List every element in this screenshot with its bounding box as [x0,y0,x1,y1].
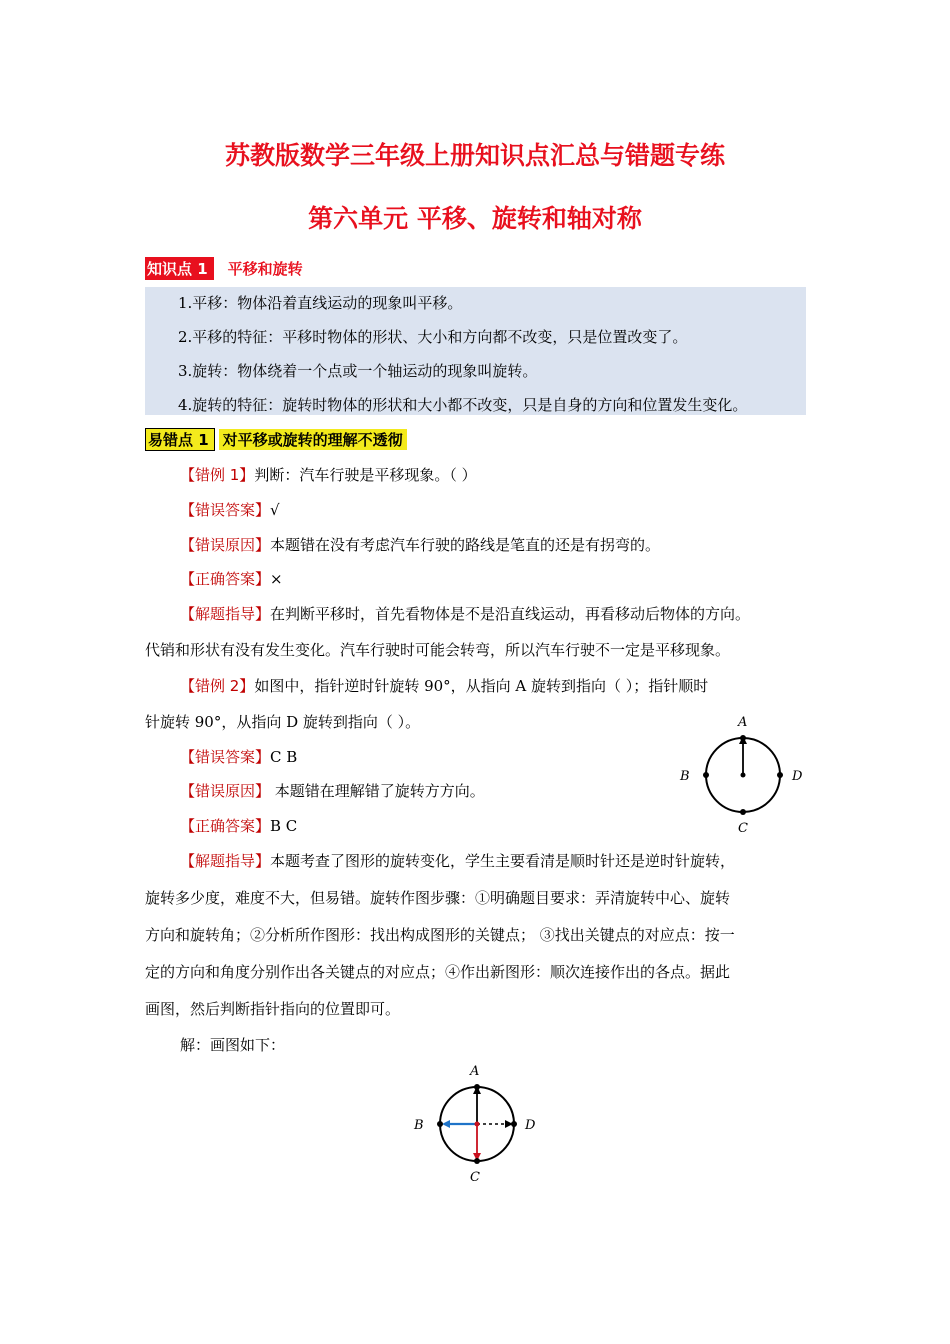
example2-label: 【错例 2】 [180,677,255,695]
example1-guide-line [180,603,750,624]
example2-reason-line [180,780,485,801]
guide-line-3: 方向和旋转角；②分析所作图形：找出构成图形的关键点； ③找出关键点的对应点：按一 [145,926,735,944]
correct-answer: × [270,570,283,588]
solution-line: 解：画图如下： [180,1036,286,1054]
label-b: B [414,1118,424,1133]
point-b-dot [437,1121,443,1127]
label-b: B [680,769,690,784]
point-b-dot [703,772,709,778]
point-a-dot [740,735,746,741]
guide-label: 【解题指导】 [180,852,271,870]
error-point-title: 对平移或旋转的理解不透彻 [219,429,407,450]
label-c: C [738,821,748,836]
label-a: A [470,1064,480,1079]
label-a: A [738,715,748,730]
example2-question: 如图中，指针逆时针旋转 90°，从指向 A 旋转到指向（ ）；指针顺时 [254,677,709,695]
guide-line-2: 旋转多少度，难度不大，但易错。旋转作图步骤：①明确题目要求：弄清旋转中心、旋转 [145,889,731,907]
example1-reason-line [180,534,660,555]
example2-guide-line [180,850,735,871]
unit-title: 第六单元 平移、旋转和轴对称 [308,204,642,233]
reason-text: 本题错在理解错了旋转方方向。 [270,782,485,800]
correct-answer-label: 【正确答案】 [180,570,271,588]
wrong-answer: C B [270,748,298,766]
knowledge-tag: 知识点 1 [145,257,214,280]
point-c-dot [740,809,746,815]
label-d: D [525,1118,536,1133]
center-dot [475,1122,480,1127]
page-title: 苏教版数学三年级上册知识点汇总与错题专练 [224,141,725,170]
error-point-heading [145,428,407,450]
point-c-dot [474,1158,480,1164]
knowledge-box [145,287,806,415]
guide-text: 本题考查了图形的旋转变化，学生主要看清是顺时针还是逆时针旋转， [270,852,736,870]
knowledge-item: 4.旋转的特征：旋转时物体的形状和大小都不改变，只是自身的方向和位置发生变化。 [178,396,748,414]
wrong-answer-label: 【错误答案】 [180,501,271,519]
reason-label: 【错误原因】 [180,536,271,554]
correct-answer-label: 【正确答案】 [180,817,271,835]
knowledge-item: 2.平移的特征：平移时物体的形状、大小和方向都不改变，只是位置改变了。 [178,328,688,346]
guide-line-5: 画图，然后判断指针指向的位置即可。 [145,1000,401,1018]
correct-answer: B C [270,817,298,835]
wrong-answer: √ [270,501,280,519]
knowledge-title: 平移和旋转 [227,259,303,278]
label-c: C [470,1170,480,1185]
wrong-answer-label: 【错误答案】 [180,748,271,766]
example1-guide-line-2: 代销和形状有没有发生变化。汽车行驶时可能会转弯，所以汽车行驶不一定是平移现象。 [145,641,731,659]
example1-label: 【错例 1】 [180,466,255,484]
knowledge-item: 3.旋转：物体绕着一个点或一个轴运动的现象叫旋转。 [178,362,538,380]
knowledge-item: 1.平移：物体沿着直线运动的现象叫平移。 [178,294,463,312]
reason-label: 【错误原因】 [180,782,271,800]
example1-correct-line [180,568,283,589]
center-dot [741,773,746,778]
example1-question-line [180,464,477,485]
knowledge-heading [145,257,303,279]
example2-question-line-2: 针旋转 90°，从指向 D 旋转到指向（ ）。 [145,713,421,731]
guide-line-4: 定的方向和角度分别作出各关键点的对应点；④作出新图形：顺次连接作出的各点。据此 [145,963,731,981]
example2-wrong-line [180,746,297,767]
example2-question-line [180,675,708,696]
point-d-dot [777,772,783,778]
point-d-dot [511,1121,517,1127]
guide-label: 【解题指导】 [180,605,271,623]
rotation-diagram-question [670,710,820,840]
error-point-tag: 易错点 1 [145,428,215,451]
example1-wrong-line [180,499,280,520]
pointer-b-arrowhead [442,1120,450,1128]
reason-text: 本题错在没有考虑汽车行驶的路线是笔直的还是有拐弯的。 [270,536,661,554]
label-d: D [792,769,803,784]
guide-text: 在判断平移时，首先看物体是不是沿直线运动，再看移动后物体的方向。 [270,605,751,623]
point-a-dot [474,1084,480,1090]
rotation-diagram-solution [405,1062,550,1187]
example2-correct-line [180,815,297,836]
example1-question: 判断：汽车行驶是平移现象。（ ） [254,466,477,484]
